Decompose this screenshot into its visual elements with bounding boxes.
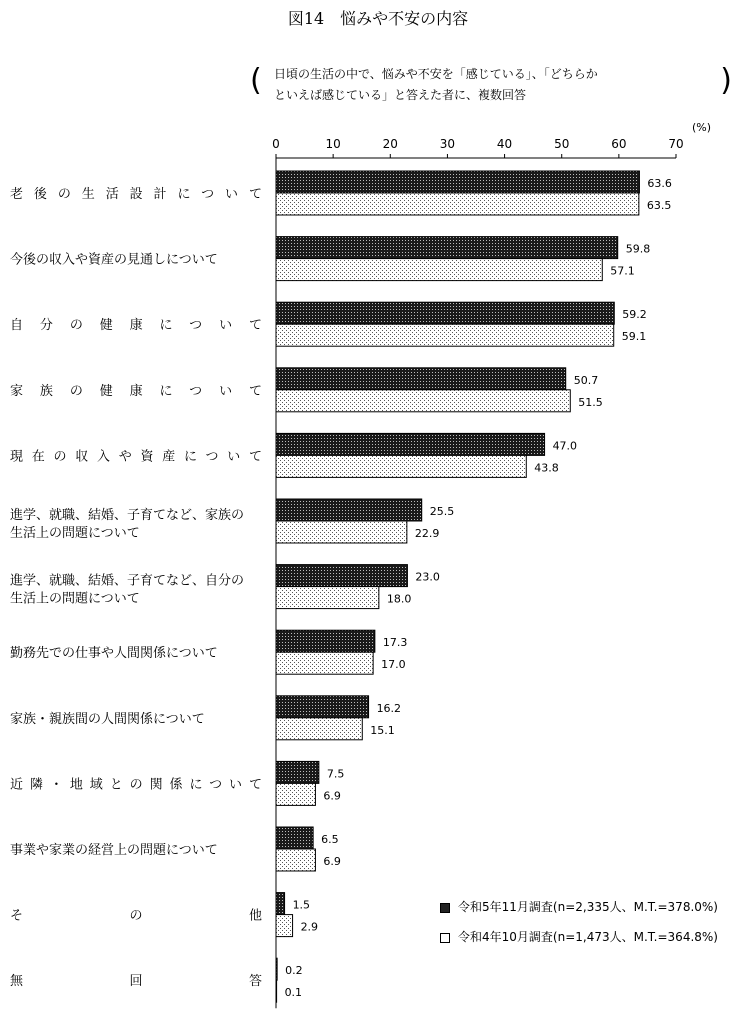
- data-label: 25.5: [429, 505, 455, 518]
- bar-previous: [276, 652, 373, 674]
- x-tick-label: 40: [496, 137, 513, 151]
- bar-current: [276, 368, 566, 390]
- bar-previous: [276, 390, 570, 412]
- data-label: 43.8: [534, 461, 559, 475]
- bar-current: [276, 630, 375, 652]
- data-label: 1.5: [292, 898, 311, 912]
- category-label: 事業や家業の経営上の問題について: [10, 843, 218, 858]
- data-label: 17.3: [382, 636, 408, 650]
- note-left-bracket: (: [250, 63, 262, 98]
- bar-current: [276, 827, 313, 849]
- data-label: 7.5: [326, 767, 345, 781]
- note-line-1: 日頃の生活の中で、悩みや不安を「感じている」、「どちらか: [274, 67, 598, 81]
- bar-previous: [276, 915, 293, 937]
- legend-item: [440, 898, 718, 915]
- legend-item: [440, 928, 718, 945]
- category-label: 進学、就職、結婚、子育てなど、家族の: [10, 508, 245, 523]
- data-label: 6.9: [323, 789, 341, 803]
- category-label: その他: [10, 908, 262, 924]
- bar-previous: [276, 193, 639, 215]
- bar-previous: [276, 587, 379, 609]
- bar-current: [276, 893, 285, 915]
- x-tick-label: 50: [554, 137, 570, 151]
- bar-current: [276, 499, 422, 521]
- data-label: 0.1: [284, 986, 303, 1000]
- data-label: 6.5: [321, 833, 339, 846]
- data-label: 57.1: [610, 264, 635, 278]
- data-label: 63.6: [647, 177, 672, 190]
- x-tick-label: 30: [439, 137, 456, 151]
- data-label: 47.0: [552, 439, 578, 453]
- x-tick-label: 60: [611, 137, 627, 151]
- x-tick-label: 0: [272, 137, 280, 151]
- data-label: 22.9: [414, 527, 440, 540]
- category-label: 家族の健康について: [10, 383, 262, 399]
- bar-current: [276, 433, 545, 455]
- x-tick-label: 20: [382, 137, 398, 151]
- bar-previous: [276, 259, 602, 281]
- category-label: 現在の収入や資産について: [10, 449, 262, 465]
- data-label: 51.5: [578, 395, 603, 409]
- category-label: 無回答: [10, 974, 262, 990]
- data-label: 17.0: [381, 658, 406, 672]
- bar-current: [276, 958, 277, 980]
- legend-swatch-previous: [440, 933, 450, 943]
- data-label: 23.0: [415, 570, 440, 584]
- bar-current: [276, 696, 369, 718]
- data-label: 6.9: [323, 855, 341, 868]
- bar-previous: [276, 718, 362, 740]
- data-label: 59.2: [622, 308, 647, 322]
- note-right-bracket: ): [720, 63, 732, 98]
- bar-current: [276, 237, 618, 259]
- x-tick-label: 70: [668, 137, 684, 151]
- data-label: 59.8: [625, 242, 651, 256]
- category-label: 近隣・地域との関係について: [10, 777, 262, 793]
- data-label: 16.2: [376, 701, 402, 715]
- category-label: 今後の収入や資産の見通しについて: [10, 252, 218, 268]
- category-label: 生活上の問題について: [10, 526, 140, 541]
- bar-current: [276, 302, 614, 324]
- legend-label: 令和4年10月調査(n=1,473人、M.T.=364.8%): [458, 930, 718, 944]
- bar-previous: [276, 324, 614, 346]
- bar-previous: [276, 455, 526, 477]
- category-label: 進学、就職、結婚、子育てなど、自分の: [10, 573, 245, 589]
- category-label: 勤務先での仕事や人間関係について: [10, 646, 218, 662]
- data-label: 63.5: [646, 199, 672, 212]
- data-label: 59.1: [621, 330, 647, 344]
- category-label: 家族・親族間の人間関係について: [10, 711, 205, 727]
- data-label: 2.9: [300, 920, 319, 934]
- data-label: 18.0: [386, 592, 412, 606]
- note-line-2: といえば感じている」と答えた者に、複数回答: [274, 88, 527, 102]
- bar-previous: [276, 849, 315, 871]
- legend-label: 令和5年11月調査(n=2,335人、M.T.=378.0%): [458, 900, 718, 914]
- chart-title: 図14 悩みや不安の内容: [287, 9, 469, 28]
- data-label: 50.7: [573, 373, 599, 387]
- bar-current: [276, 761, 319, 783]
- x-tick-label: 10: [325, 137, 341, 151]
- bar-previous: [276, 783, 315, 805]
- bar-previous: [276, 521, 407, 543]
- bar-current: [276, 565, 407, 587]
- category-label: 老後の生活設計について: [10, 187, 262, 202]
- unit-label: (%): [692, 121, 712, 134]
- category-label: 自分の健康について: [10, 318, 262, 334]
- bar-current: [276, 171, 639, 193]
- bar-previous: [276, 980, 277, 1002]
- legend-swatch-current: [440, 903, 450, 913]
- category-label: 生活上の問題について: [10, 591, 140, 607]
- data-label: 15.1: [370, 723, 395, 737]
- data-label: 0.2: [285, 964, 303, 978]
